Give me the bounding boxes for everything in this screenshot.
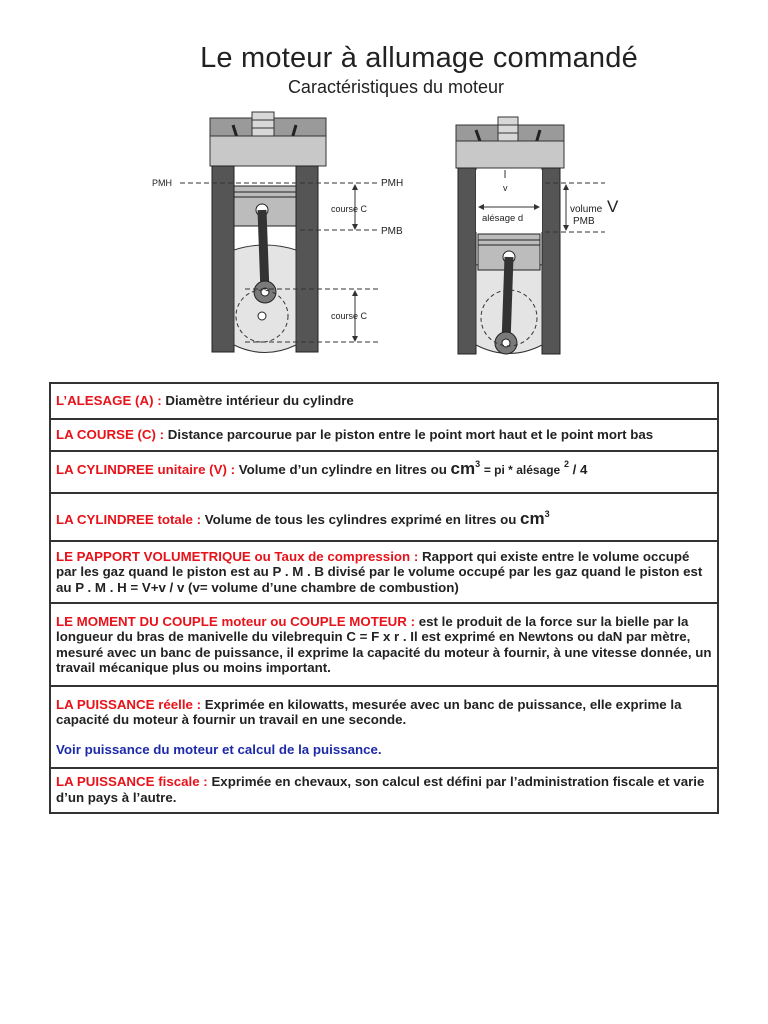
formula-end: / 4 [572,462,588,477]
label-course-bottom: course C [331,311,368,321]
table-row [50,493,718,541]
table-row [50,603,718,686]
engine-right-illustration [456,117,605,354]
label-alesage: alésage d [482,213,524,224]
unit-cm: $cm^3$ [520,508,550,528]
label-pmb: PMB [381,226,403,237]
definition-cell [50,493,718,541]
table-row [50,768,718,813]
engine-diagram [140,110,640,370]
definition-cell [50,451,718,493]
table-row [50,383,718,419]
definition-cell [50,383,718,419]
definition-term: LA CYLINDREE unitaire (V) : [56,462,236,477]
definition-text: Distance parcourue par le piston entre le point mort haut et le point mort bas [167,427,654,443]
definition-term: LE PAPPORT VOLUMETRIQUE ou Taux de compression : [56,548,419,564]
definitions-table [49,382,719,814]
formula-exp: 2 [563,459,569,469]
definition-term: LA PUISSANCE fiscale : [56,774,208,789]
definition-text: Diamètre intérieur du cylindre [165,393,354,409]
definition-text: Exprimée en kilowatts, mesurée avec un banc de puissance, elle exprime la capacité du moteur à fournir un travail en une seconde. [56,696,682,728]
definition-term: LE MOMENT DU COUPLE moteur ou COUPLE MOTEUR : [56,613,416,629]
definition-cell [50,686,718,768]
label-volume: volume [570,204,603,215]
definition-cell [50,541,718,603]
label-pmh-outer: PMH [152,178,172,188]
table-row [50,419,718,451]
puissance-link[interactable]: Voir puissance du moteur et calcul de la puissance. [56,741,382,757]
table-row [50,541,718,603]
label-course-top: course C [331,204,368,214]
definition-text: est le produit de la force sur la bielle par la longueur du bras de manivelle du vilebrequin C = F x r . Il est exprimé en Newtons ou daN par mètre, mesuré avec un banc de puissance, il exprime la capacité du moteur à fournir, à une vitesse donnée, un travail mécanique plus ou moins important. [56,613,712,675]
definition-term: LA PUISSANCE réelle : [56,696,202,712]
table-row [50,686,718,768]
label-v: v [503,183,508,193]
definition-cell [50,603,718,686]
label-volume-symbol: V [607,197,619,216]
definition-term: LA CYLINDREE totale : [56,511,202,527]
page-subtitle: Caractéristiques du moteur [287,77,505,97]
page-title: Le moteur à allumage commandé [200,42,638,74]
definition-cell [50,419,718,451]
definition-cell [50,768,718,813]
definition-text: Rapport qui existe entre le volume occupé par les gaz quand le piston est au P . M . B divisé par le volume occupé par les gaz quand le piston est au P . M . H = V+v / v (v= volume d’une chambre de combustion) [56,548,703,595]
definition-term: L’ALESAGE (A) : [56,393,162,409]
definition-text: Volume de tous les cylindres exprimé en litres ou [204,511,517,527]
formula-text: = pi * alésage [483,463,561,477]
unit-cm: $cm^3$ [450,459,481,478]
label-pmb-right: PMB [573,216,595,227]
label-pmh: PMH [381,178,404,189]
table-row [50,451,718,493]
definition-text: Exprimée en chevaux, son calcul est défini par l’administration fiscale et varie d’un pays à l’autre. [56,774,705,805]
definition-text: Volume d’un cylindre en litres ou [238,462,447,477]
definition-term: LA COURSE (C) : [56,427,165,443]
